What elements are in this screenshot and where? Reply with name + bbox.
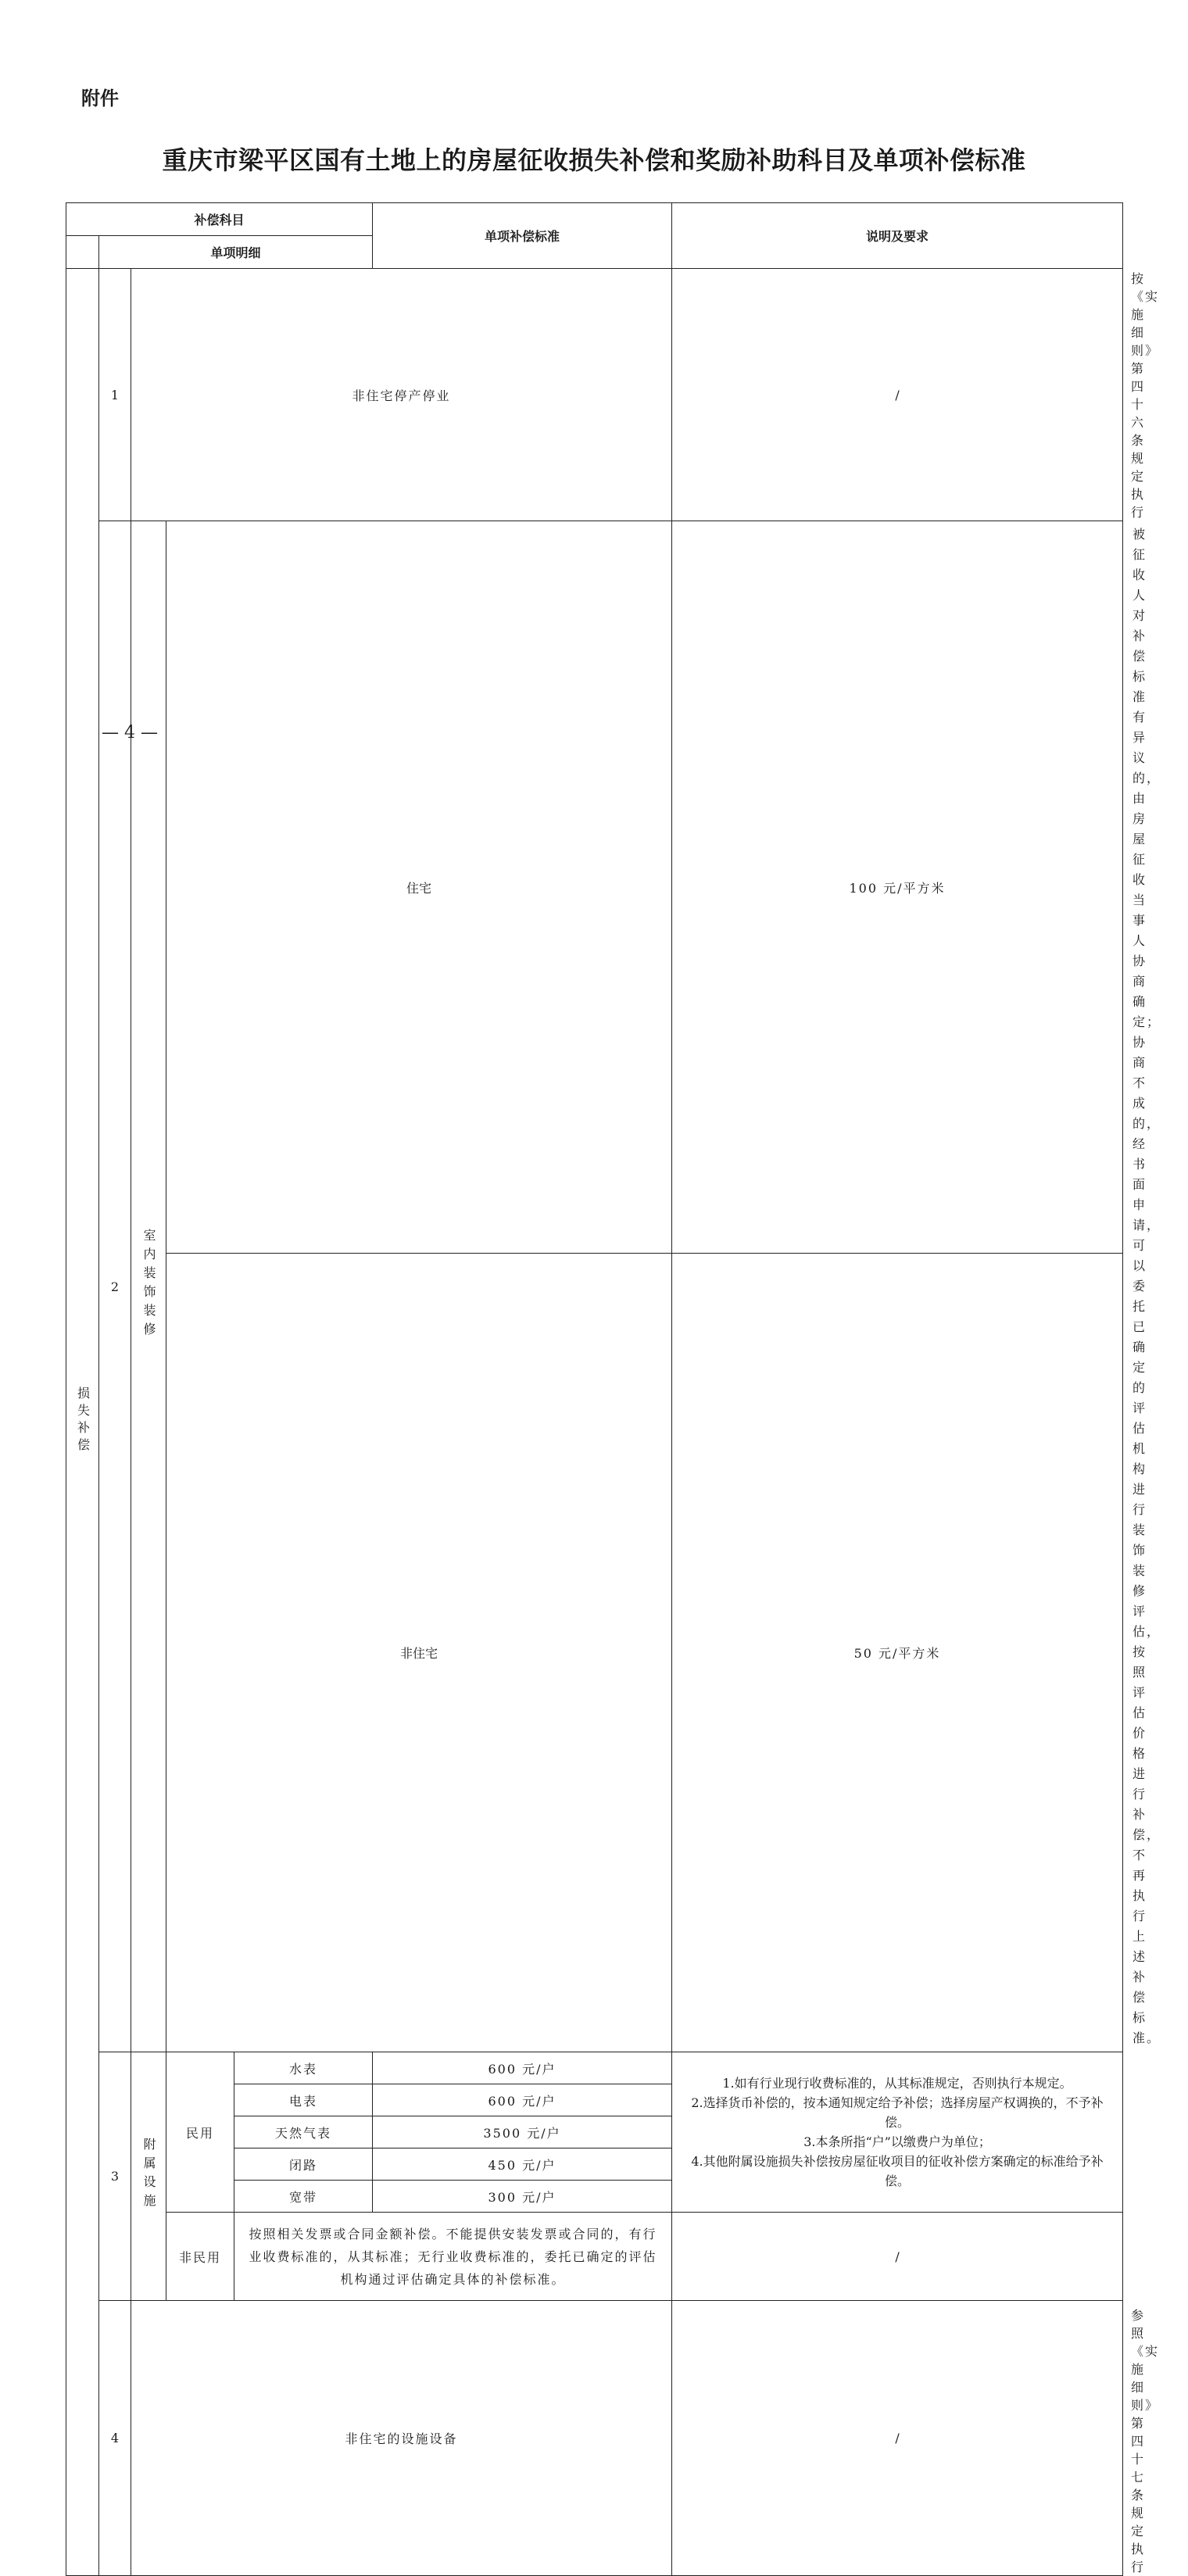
- row3-civil-item-standard: 450 元/户: [373, 2148, 672, 2181]
- attachment-label: 附件: [81, 88, 119, 109]
- row2-standard-residential: 100 元/平方米: [672, 521, 1123, 1254]
- row3-civil-item-standard: 600 元/户: [373, 2052, 672, 2084]
- row2-standard-nonresidential: 50 元/平方米: [672, 1254, 1123, 2052]
- row3-category-cell: [131, 2052, 166, 2301]
- row1-name: 非住宅停产停业: [131, 269, 672, 521]
- group-label-cell: [66, 269, 99, 2576]
- row3-civil-item-name: 电表: [234, 2084, 373, 2116]
- row3-noncivil-label: 非民用: [166, 2213, 234, 2301]
- row3-civil-item-name: 宽带: [234, 2181, 373, 2213]
- row1-standard: /: [672, 269, 1123, 521]
- row4-standard: /: [672, 2301, 1123, 2576]
- row3-civil-item-standard: 300 元/户: [373, 2181, 672, 2213]
- row3-civil-item-name: 水表: [234, 2052, 373, 2084]
- row3-noncivil-note: /: [672, 2213, 1123, 2301]
- row3-noncivil-standard: 按照相关发票或合同金额补偿。不能提供安装发票或合同的，有行业收费标准的，从其标准；无行业收费标准的，委托已确定的评估机构通过评估确定具体的补偿标准。: [234, 2213, 672, 2301]
- document-title: 重庆市梁平区国有土地上的房屋征收损失补偿和奖励补助科目及单项补偿标准: [162, 145, 1026, 175]
- compensation-table: 补偿科目 单项补偿标准 说明及要求 单项明细 损失补偿 1 非住宅停产停业 / 按《实施细则》第四十六条规定执行 2 室内装饰装修 住宅 100 元/平方米 被征收人对补偿标准有异议的，由房屋征收当事人协商确定；协商不成的，经书面申请，可以委托已确定的评估机构进行装饰装修评估，按照评估价格进行补偿，不再执行上述补偿标准。 非住宅 50 元/平方米 3 附属设施 民用 水表 600 元/户 1.如有行业现行收费标准的，从其标准规定，否则执行本规定。 2.选择货币补偿的，按本通知规定给予补偿；选择房屋产权调换的，不予补偿。 3.本条所指“户”以缴费户为单位； 4.其他附属设施损失补偿按房屋征收项目的征收补偿方案确定的标准给予补偿。 电表 600 元/户 天然气表 3500 元/户 闭路 450 元/户 宽带 300 元/户 非民用 按照相关发票或合同金额补偿。不能提供安装发票或合同的，有行业收费标准的，从其标准；无行业收费标准的，委托已确定的评估机构通过评估确定具体的补偿标准。 / 4 非住宅的设施设备 / 参照《实施细则》第四十七条规定执行: [66, 202, 1123, 2576]
- row1-no: 1: [99, 269, 131, 521]
- row2-item-residential: 住宅: [166, 521, 672, 1254]
- civil-note-line: 1.如有行业现行收费标准的，从其标准规定，否则执行本规定。: [722, 2076, 1072, 2091]
- row2-item-nonresidential: 非住宅: [166, 1254, 672, 2052]
- row3-no: 3: [99, 2052, 131, 2301]
- row3-civil-item-name: 闭路: [234, 2148, 373, 2181]
- row3-civil-notes: [672, 2052, 1123, 2213]
- header-item-detail: 单项明细: [99, 236, 373, 269]
- row3-civil-label: 民用: [166, 2052, 234, 2213]
- civil-note-line: 4.其他附属设施损失补偿按房屋征收项目的征收补偿方案确定的标准给予补偿。: [691, 2154, 1104, 2188]
- header-notes: 说明及要求: [672, 203, 1123, 269]
- header-subject: 补偿科目: [66, 203, 373, 236]
- row2-no: 2: [99, 521, 131, 2052]
- row3-civil-item-standard: 600 元/户: [373, 2084, 672, 2116]
- row2-category: 室内装饰装修: [141, 1229, 156, 1341]
- row4-name: 非住宅的设施设备: [131, 2301, 672, 2576]
- row2-category-cell: [131, 521, 166, 2052]
- row3-civil-item-name: 天然气表: [234, 2116, 373, 2148]
- civil-note-line: 3.本条所指“户”以缴费户为单位；: [803, 2134, 991, 2149]
- row4-no: 4: [99, 2301, 131, 2576]
- row3-category: 附属设施: [141, 2137, 156, 2213]
- header-standard: 单项补偿标准: [373, 203, 672, 269]
- civil-note-line: 2.选择货币补偿的，按本通知规定给予补偿；选择房屋产权调换的，不予补偿。: [691, 2095, 1104, 2130]
- group-label: 损失补偿: [75, 1386, 91, 1455]
- row3-civil-item-standard: 3500 元/户: [373, 2116, 672, 2148]
- page-number: — 4 —: [102, 723, 158, 742]
- header-blank-cell: [66, 236, 99, 269]
